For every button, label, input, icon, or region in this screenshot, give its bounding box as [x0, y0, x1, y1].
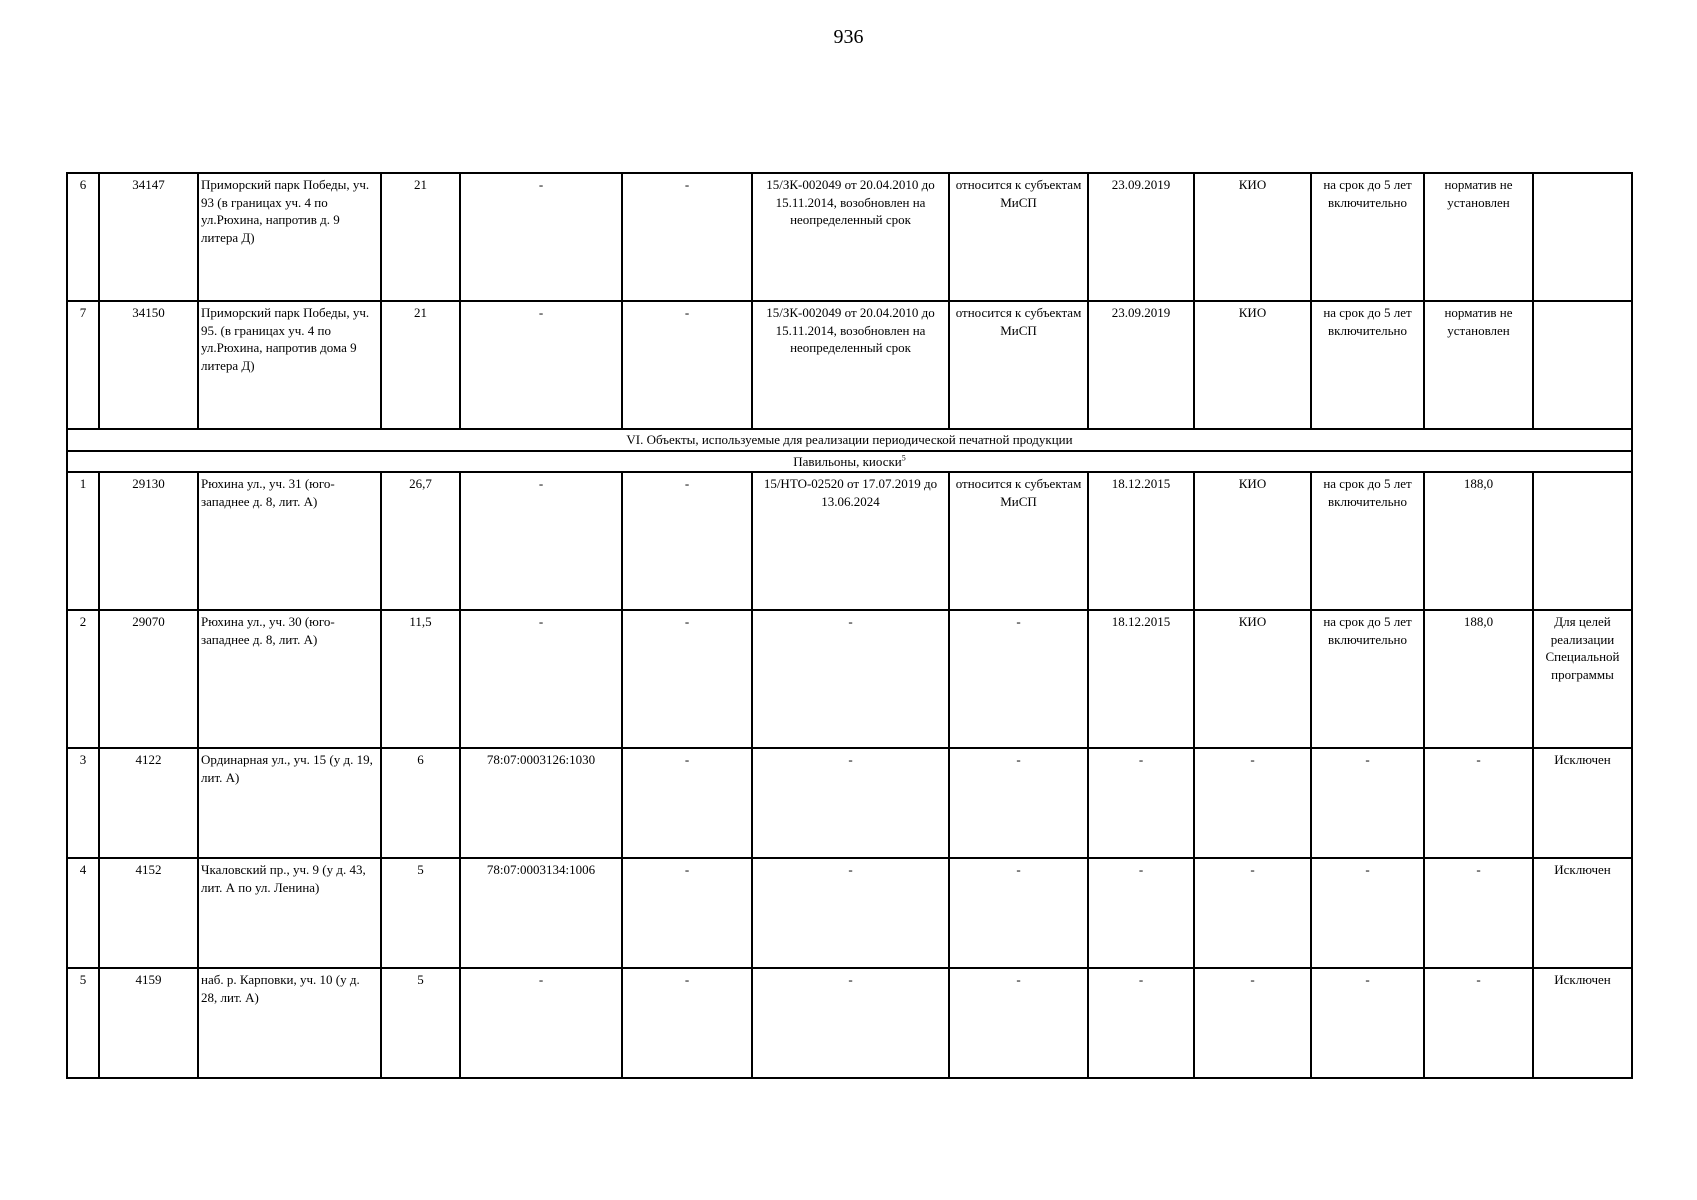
msp-status: -	[949, 858, 1088, 968]
object-address: Ординарная ул., уч. 15 (у д. 19, лит. А)	[198, 748, 381, 858]
note	[1533, 173, 1632, 301]
row-number: 1	[67, 472, 99, 610]
column-6-value: -	[622, 858, 752, 968]
table-row	[67, 472, 1632, 610]
object-id: 29130	[99, 472, 198, 610]
object-area: 6	[381, 748, 460, 858]
cadastral-number: -	[460, 173, 622, 301]
object-address: Чкаловский пр., уч. 9 (у д. 43, лит. А по ул. Ленина)	[198, 858, 381, 968]
footnote-marker: 5	[901, 453, 906, 463]
inclusion-date: -	[1088, 858, 1194, 968]
contract-info: 15/ЗК-002049 от 20.04.2010 до 15.11.2014, возобновлен на неопределенный срок	[752, 173, 949, 301]
object-area: 21	[381, 173, 460, 301]
cadastral-number: -	[460, 610, 622, 748]
object-area: 5	[381, 858, 460, 968]
contract-info: 15/ЗК-002049 от 20.04.2010 до 15.11.2014, возобновлен на неопределенный срок	[752, 301, 949, 429]
norm-value: 188,0	[1424, 610, 1533, 748]
column-6-value: -	[622, 173, 752, 301]
object-area: 11,5	[381, 610, 460, 748]
contract-info: -	[752, 748, 949, 858]
norm-value: -	[1424, 748, 1533, 858]
table-row	[67, 610, 1632, 748]
row-number: 3	[67, 748, 99, 858]
subsection-cell	[67, 451, 1632, 473]
placement-term: на срок до 5 лет включительно	[1311, 472, 1424, 610]
cadastral-number: 78:07:0003126:1030	[460, 748, 622, 858]
column-6-value: -	[622, 968, 752, 1078]
inclusion-date: 18.12.2015	[1088, 610, 1194, 748]
msp-status: -	[949, 748, 1088, 858]
placement-term: на срок до 5 лет включительно	[1311, 610, 1424, 748]
column-6-value: -	[622, 472, 752, 610]
msp-status: -	[949, 968, 1088, 1078]
norm-value: 188,0	[1424, 472, 1533, 610]
table-row	[67, 748, 1632, 858]
inclusion-date: -	[1088, 748, 1194, 858]
inclusion-date: -	[1088, 968, 1194, 1078]
placement-term: -	[1311, 748, 1424, 858]
object-area: 26,7	[381, 472, 460, 610]
note: Исключен	[1533, 748, 1632, 858]
table-row	[67, 858, 1632, 968]
column-6-value: -	[622, 748, 752, 858]
object-address: Приморский парк Победы, уч. 93 (в границах уч. 4 по ул.Рюхина, напротив д. 9 литера Д)	[198, 173, 381, 301]
msp-status: относится к субъектам МиСП	[949, 301, 1088, 429]
placement-term: на срок до 5 лет включительно	[1311, 301, 1424, 429]
placement-term: -	[1311, 858, 1424, 968]
object-address: наб. р. Карповки, уч. 10 (у д. 28, лит. А)	[198, 968, 381, 1078]
norm-value: норматив не установлен	[1424, 173, 1533, 301]
responsible-org: КИО	[1194, 472, 1311, 610]
placement-term: -	[1311, 968, 1424, 1078]
subsection-title: Павильоны, киоски	[793, 453, 902, 469]
object-id: 4159	[99, 968, 198, 1078]
object-id: 29070	[99, 610, 198, 748]
contract-info: -	[752, 968, 949, 1078]
note: Исключен	[1533, 968, 1632, 1078]
note: Исключен	[1533, 858, 1632, 968]
subsection-heading-row	[67, 451, 1632, 473]
section-heading-row	[67, 429, 1632, 451]
table-row	[67, 301, 1632, 429]
page-number: 936	[833, 26, 864, 48]
responsible-org: КИО	[1194, 173, 1311, 301]
row-number: 7	[67, 301, 99, 429]
object-area: 21	[381, 301, 460, 429]
object-id: 4152	[99, 858, 198, 968]
inclusion-date: 23.09.2019	[1088, 301, 1194, 429]
note: Для целей реализации Специальной программы	[1533, 610, 1632, 748]
object-id: 4122	[99, 748, 198, 858]
column-6-value: -	[622, 610, 752, 748]
cadastral-number: -	[460, 301, 622, 429]
row-number: 6	[67, 173, 99, 301]
object-address: Рюхина ул., уч. 30 (юго-западнее д. 8, лит. А)	[198, 610, 381, 748]
table-row	[67, 968, 1632, 1078]
object-address: Рюхина ул., уч. 31 (юго-западнее д. 8, лит. А)	[198, 472, 381, 610]
inclusion-date: 18.12.2015	[1088, 472, 1194, 610]
object-area: 5	[381, 968, 460, 1078]
objects-table	[66, 172, 1633, 1079]
msp-status: относится к субъектам МиСП	[949, 472, 1088, 610]
column-6-value: -	[622, 301, 752, 429]
object-address: Приморский парк Победы, уч. 95. (в границах уч. 4 по ул.Рюхина, напротив дома 9 литера Д)	[198, 301, 381, 429]
row-number: 2	[67, 610, 99, 748]
object-id: 34150	[99, 301, 198, 429]
row-number: 5	[67, 968, 99, 1078]
contract-info: -	[752, 858, 949, 968]
responsible-org: -	[1194, 748, 1311, 858]
cadastral-number: -	[460, 472, 622, 610]
norm-value: норматив не установлен	[1424, 301, 1533, 429]
note	[1533, 472, 1632, 610]
norm-value: -	[1424, 858, 1533, 968]
msp-status: относится к субъектам МиСП	[949, 173, 1088, 301]
object-id: 34147	[99, 173, 198, 301]
section-title: VI. Объекты, используемые для реализации периодической печатной продукции	[67, 429, 1632, 451]
row-number: 4	[67, 858, 99, 968]
msp-status: -	[949, 610, 1088, 748]
placement-term: на срок до 5 лет включительно	[1311, 173, 1424, 301]
responsible-org: КИО	[1194, 610, 1311, 748]
responsible-org: -	[1194, 858, 1311, 968]
responsible-org: КИО	[1194, 301, 1311, 429]
contract-info: -	[752, 610, 949, 748]
note	[1533, 301, 1632, 429]
contract-info: 15/НТО-02520 от 17.07.2019 до 13.06.2024	[752, 472, 949, 610]
responsible-org: -	[1194, 968, 1311, 1078]
cadastral-number: -	[460, 968, 622, 1078]
table-row	[67, 173, 1632, 301]
inclusion-date: 23.09.2019	[1088, 173, 1194, 301]
norm-value: -	[1424, 968, 1533, 1078]
cadastral-number: 78:07:0003134:1006	[460, 858, 622, 968]
